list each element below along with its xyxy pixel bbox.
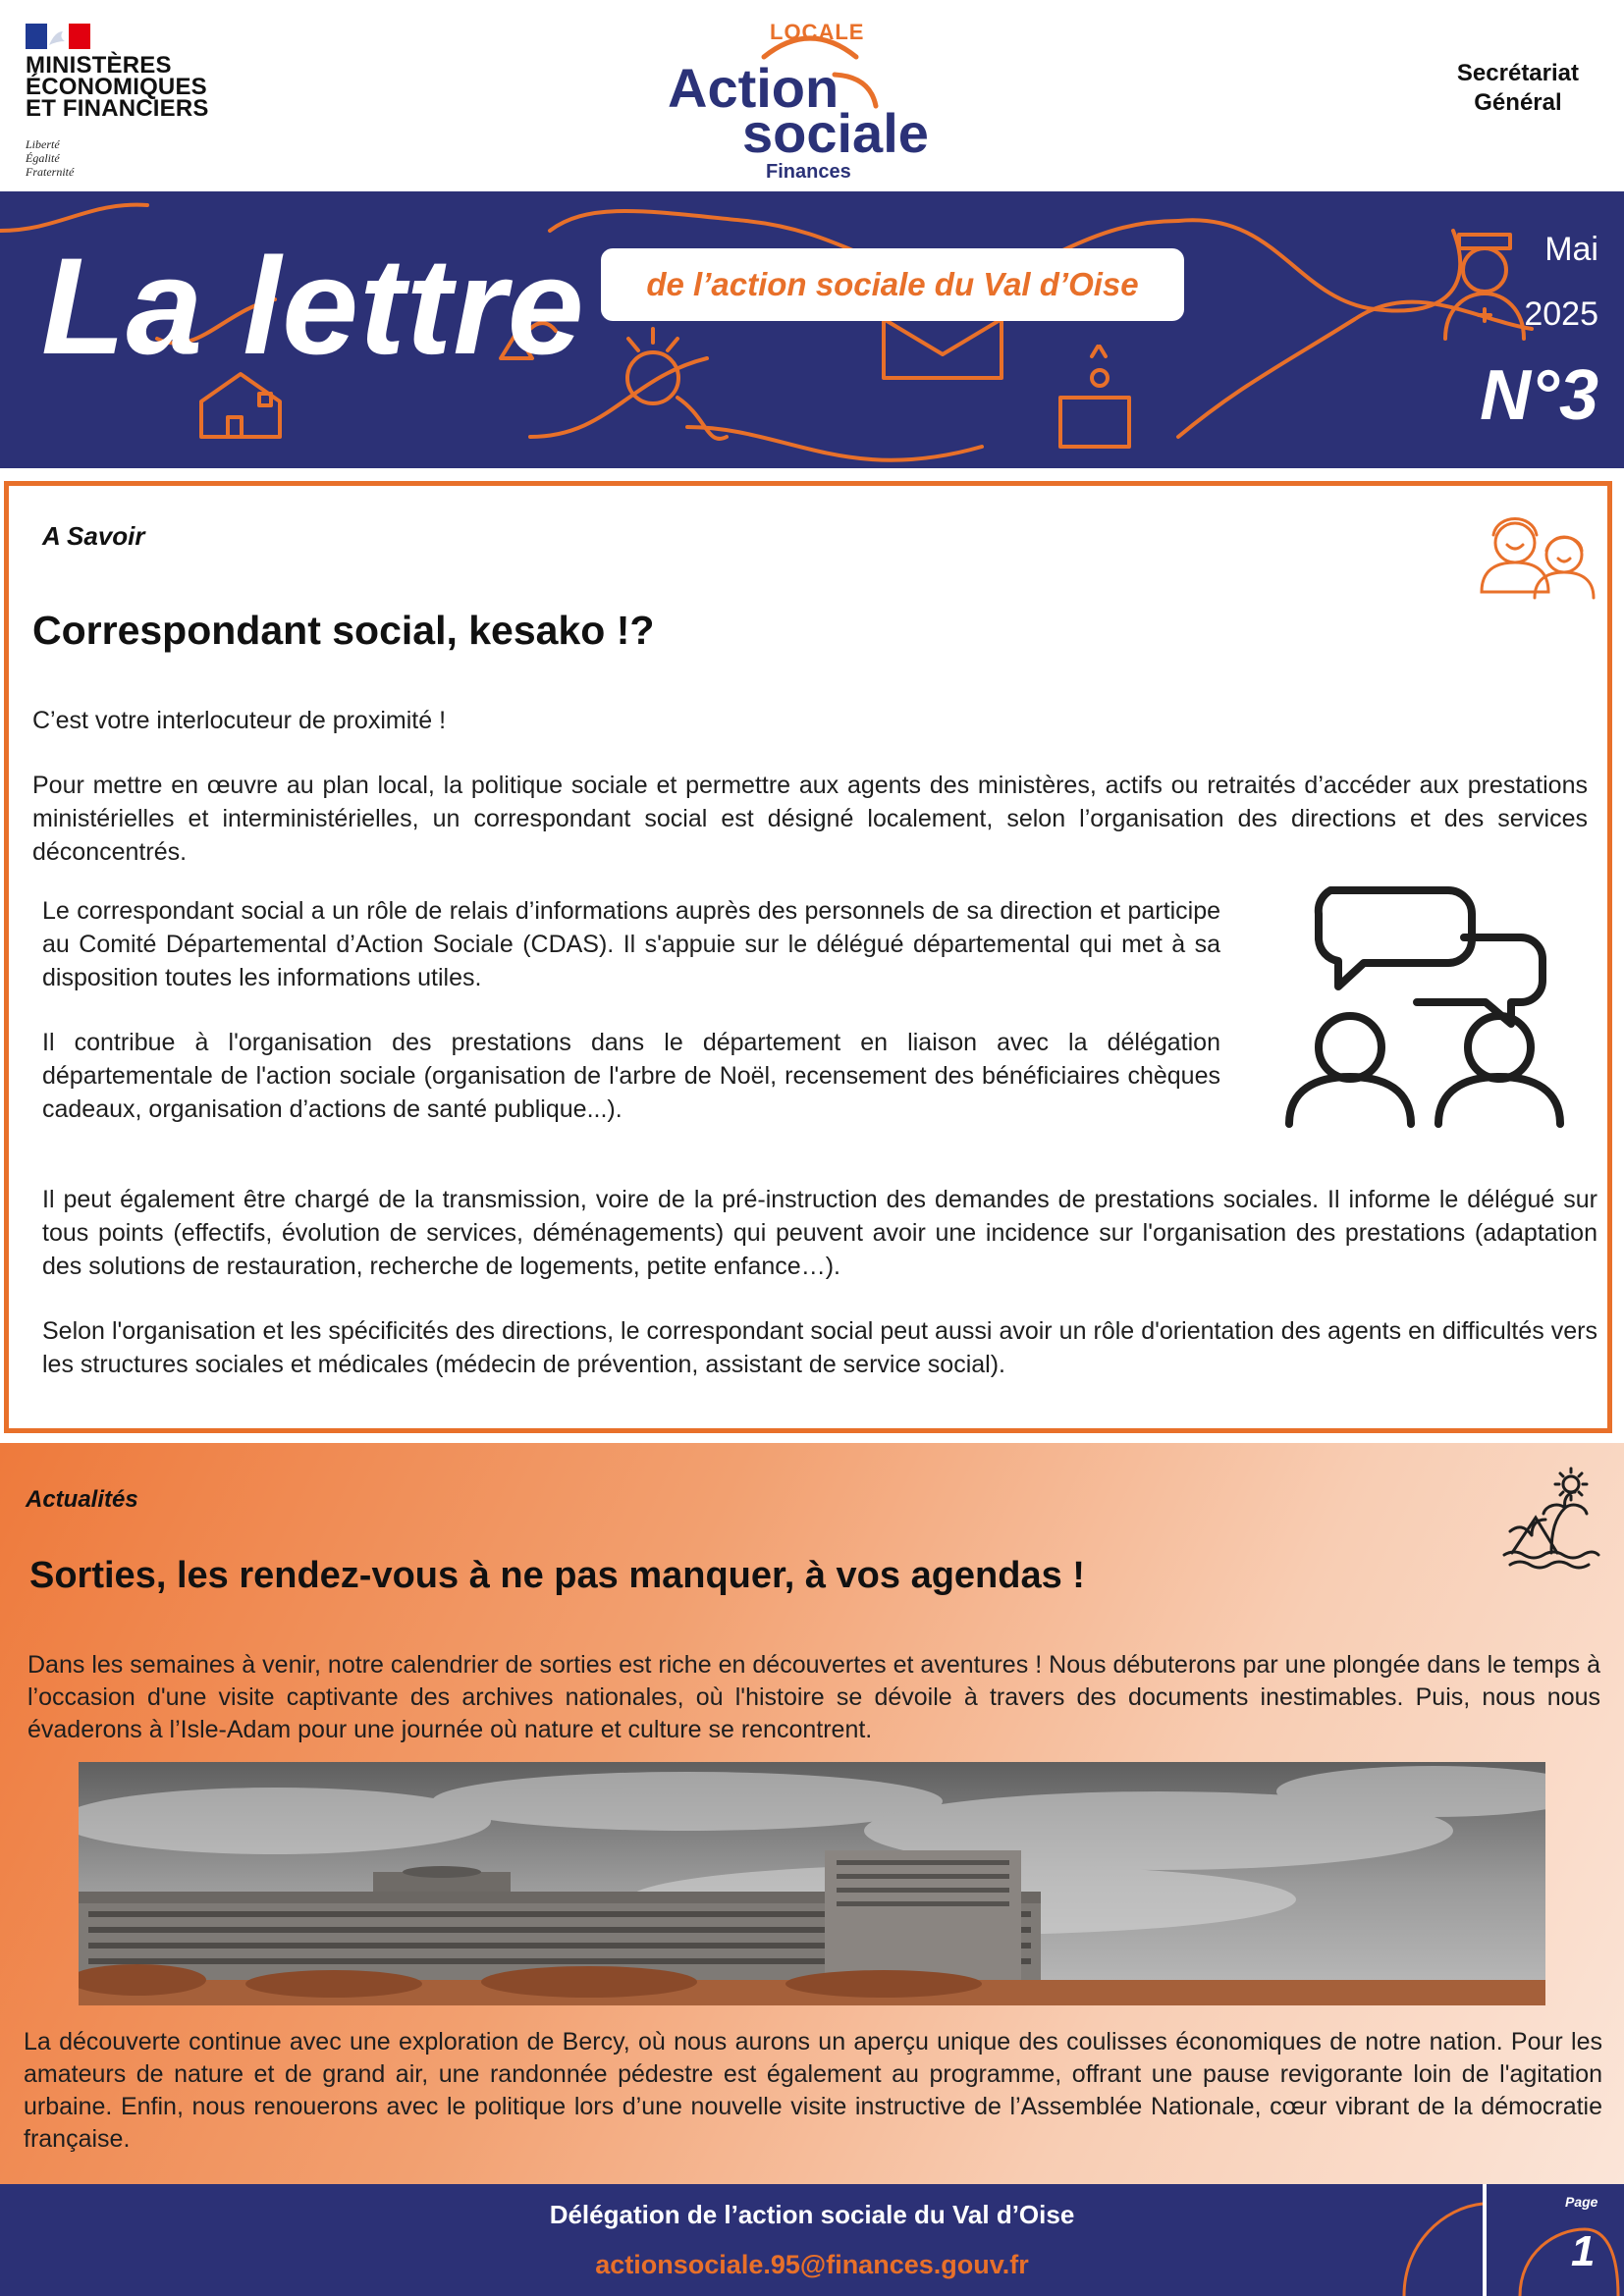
section-heading: Correspondant social, kesako !? bbox=[32, 608, 655, 653]
title-banner bbox=[0, 191, 1624, 468]
page-footer bbox=[0, 2184, 1624, 2296]
paragraph: Il contribue à l'organisation des prestations dans le département en liaison avec la délégation départementale de l'action sociale (organisation de l'arbre de Noël, recensement des bénéficiaires chèques cadeaux, organisation d’actions de santé publique...). bbox=[42, 1029, 1220, 1123]
paragraph: Le correspondant social a un rôle de relais d’informations auprès des personnels de sa direction et participe au Comité Départemental d’Action Sociale (CDAS). Il s'appuie sur le délégué départemental qui met à sa disposition toutes les informations utiles. bbox=[42, 897, 1220, 991]
two-people-icon bbox=[1468, 502, 1605, 600]
conversation-icon bbox=[1272, 871, 1586, 1136]
page-number-box bbox=[1483, 2184, 1624, 2296]
issue-year: 2025 bbox=[1524, 295, 1598, 333]
newsletter-subtitle: de l’action sociale du Val d’Oise bbox=[646, 266, 1139, 302]
footer-email-link[interactable]: actionsociale.95@finances.gouv.fr bbox=[595, 2250, 1029, 2279]
section-kicker: A Savoir bbox=[42, 521, 145, 551]
motto-line: Liberté bbox=[26, 137, 60, 151]
motto-line: Égalité bbox=[26, 151, 60, 165]
island-vacation-icon bbox=[1502, 1465, 1600, 1573]
logo-locale: LOCALE bbox=[770, 20, 865, 44]
page-arc-icon bbox=[1496, 2204, 1624, 2296]
section-heading: Sorties, les rendez-vous à ne pas manquer, à vos agendas ! bbox=[29, 1555, 1085, 1596]
newsletter-title: La lettre bbox=[41, 229, 585, 383]
paragraph: La découverte continue avec une exploration de Bercy, où nous aurons un aperçu unique des coulisses économiques de notre nation. Pour les amateurs de nature et de grand air, une randonnée pédestre est également au programme, offrant une pause revigorante loin de l'agitation urbaine. Enfin, nous renouerons avec le politique lors d’une nouvelle visite instructive de l’Assemblée Nationale, cœur vibrant de la démocratie française. bbox=[24, 2028, 1602, 2153]
ministry-line: MINISTÈRES bbox=[26, 52, 172, 79]
page-header bbox=[0, 0, 1624, 191]
page-number: 1 bbox=[1571, 2227, 1596, 2275]
paragraph: Selon l'organisation et les spécificités des directions, le correspondant social peut aussi avoir un rôle d'orientation des agents en difficultés vers les structures sociales et médicales (médecin de prévention, assistant de service social). bbox=[42, 1317, 1597, 1378]
ministry-name bbox=[26, 52, 209, 122]
footer-organization: Délégation de l’action sociale du Val d’Oise bbox=[549, 2200, 1075, 2229]
ministry-line: ET FINANCIERS bbox=[26, 95, 209, 122]
section-kicker: Actualités bbox=[26, 1486, 138, 1513]
logo-action: Action bbox=[668, 57, 839, 119]
bercy-photo bbox=[79, 1762, 1545, 2005]
page-label: Page bbox=[1565, 2194, 1598, 2210]
republic-flag-icon bbox=[26, 24, 90, 49]
paragraph: Il peut également être chargé de la transmission, voire de la pré-instruction des demandes de prestations sociales. Il informe le délégué sur tous points (effectifs, évolution de services, déménagements) qui peuvent avoir une incidence sur l'organisation des prestations (adaptation des solutions de restauration, recherche de logements, petite enfance…). bbox=[42, 1186, 1597, 1280]
a-savoir-section bbox=[4, 481, 1612, 1433]
logo-finances: Finances bbox=[766, 161, 851, 183]
republic-motto bbox=[26, 137, 74, 179]
logo-sociale: sociale bbox=[742, 102, 929, 164]
paragraph: C’est votre interlocuteur de proximité ! bbox=[32, 707, 447, 734]
ministry-line: ÉCONOMIQUES bbox=[26, 74, 207, 100]
secretariat-general bbox=[1457, 59, 1579, 118]
secretariat-line: Général bbox=[1474, 89, 1562, 116]
issue-month: Mai bbox=[1544, 231, 1598, 268]
paragraph: Dans les semaines à venir, notre calendrier de sorties est riche en découvertes et aventures ! Nous débuterons par une plongée dans le temps à l’occasion d'une visite captivante des archives nationales, où l'histoire se dévoile à travers des documents inestimables. Puis, nous nous évaderons à l’Isle-Adam pour une journée où nature et culture se rencontrent. bbox=[27, 1651, 1600, 1743]
paragraph: Pour mettre en œuvre au plan local, la politique sociale et permettre aux agents des ministères, actifs ou retraités d’accéder aux prestations ministérielles et interministérielles, un correspondant social est désigné localement, selon l’organisation des directions et des services déconcentrés. bbox=[32, 772, 1588, 866]
motto-line: Fraternité bbox=[26, 165, 75, 179]
newsletter-subtitle-pill bbox=[601, 248, 1184, 321]
issue-number: N°3 bbox=[1480, 356, 1598, 435]
action-sociale-logo bbox=[648, 16, 972, 183]
secretariat-line: Secrétariat bbox=[1456, 60, 1579, 86]
